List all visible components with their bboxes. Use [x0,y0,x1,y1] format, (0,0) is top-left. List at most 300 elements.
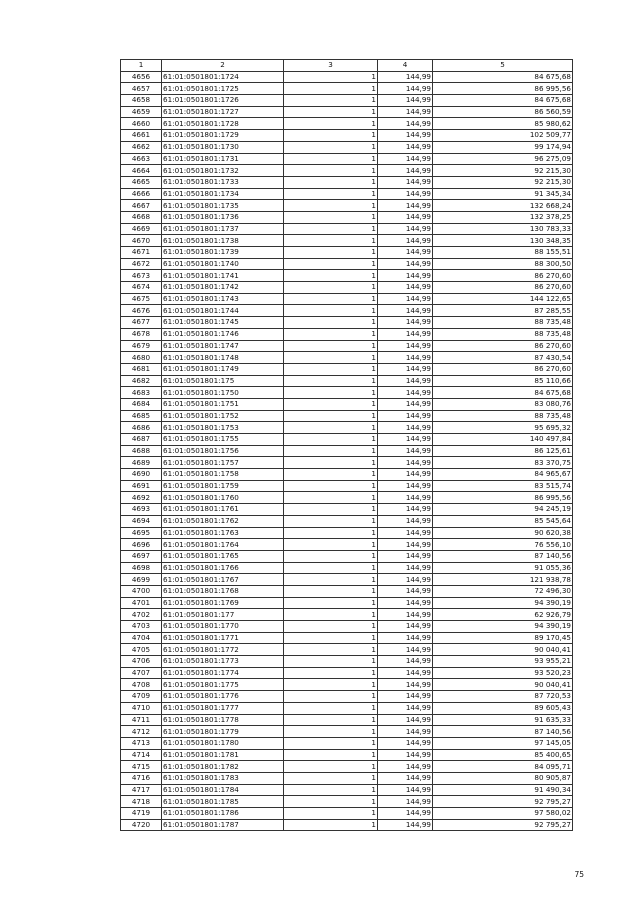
cell-col-2: 61:01:0501801:1772 [162,644,284,656]
cell-col-5: 93 520,23 [433,667,573,679]
cell-col-4: 144,99 [378,469,433,481]
cell-col-1: 4673 [121,270,162,282]
cell-col-3: 1 [284,644,378,656]
cell-col-4: 144,99 [378,656,433,668]
table-row [121,714,573,726]
cell-col-1: 4696 [121,539,162,551]
cell-col-5: 88 735,48 [433,410,573,422]
table-row [121,188,573,200]
cell-col-1: 4705 [121,644,162,656]
cell-col-2: 61:01:0501801:1752 [162,410,284,422]
cell-col-5: 62 926,79 [433,609,573,621]
cell-col-1: 4684 [121,398,162,410]
cell-col-1: 4685 [121,410,162,422]
cell-col-4: 144,99 [378,141,433,153]
cell-col-1: 4657 [121,83,162,95]
cell-col-4: 144,99 [378,808,433,820]
cell-col-1: 4720 [121,819,162,831]
cell-col-1: 4667 [121,200,162,212]
cell-col-3: 1 [284,153,378,165]
cell-col-3: 1 [284,328,378,340]
cell-col-1: 4701 [121,597,162,609]
cell-col-3: 1 [284,819,378,831]
cell-col-4: 144,99 [378,761,433,773]
cell-col-4: 144,99 [378,106,433,118]
cell-col-4: 144,99 [378,691,433,703]
table-row [121,305,573,317]
cell-col-1: 4693 [121,504,162,516]
cell-col-2: 61:01:0501801:1774 [162,667,284,679]
cell-col-3: 1 [284,539,378,551]
cell-col-1: 4666 [121,188,162,200]
cell-col-5: 87 140,56 [433,726,573,738]
cell-col-3: 1 [284,632,378,644]
cell-col-2: 61:01:0501801:1781 [162,749,284,761]
cell-col-3: 1 [284,340,378,352]
cell-col-5: 89 605,43 [433,702,573,714]
cell-col-5: 84 675,68 [433,95,573,107]
table-row [121,211,573,223]
table-row [121,457,573,469]
cell-col-1: 4690 [121,469,162,481]
cell-col-5: 84 675,68 [433,71,573,83]
cell-col-2: 61:01:0501801:1729 [162,130,284,142]
table-row [121,352,573,364]
cell-col-4: 144,99 [378,574,433,586]
cell-col-1: 4662 [121,141,162,153]
cell-col-5: 87 140,56 [433,550,573,562]
table-row [121,328,573,340]
table-row [121,621,573,633]
cell-col-2: 61:01:0501801:1749 [162,363,284,375]
cell-col-4: 144,99 [378,772,433,784]
cell-col-1: 4686 [121,422,162,434]
cell-col-3: 1 [284,737,378,749]
cell-col-2: 61:01:0501801:1765 [162,550,284,562]
cell-col-1: 4711 [121,714,162,726]
cell-col-4: 144,99 [378,539,433,551]
table-row [121,749,573,761]
cell-col-3: 1 [284,118,378,130]
table-row [121,422,573,434]
cell-col-2: 61:01:0501801:1746 [162,328,284,340]
cell-col-4: 144,99 [378,165,433,177]
cell-col-3: 1 [284,574,378,586]
cell-col-5: 90 040,41 [433,679,573,691]
cell-col-5: 144 122,65 [433,293,573,305]
table-row [121,141,573,153]
cell-col-5: 132 378,25 [433,211,573,223]
cell-col-4: 144,99 [378,621,433,633]
cell-col-2: 61:01:0501801:1740 [162,258,284,270]
cell-col-2: 61:01:0501801:1780 [162,737,284,749]
cell-col-2: 61:01:0501801:1756 [162,445,284,457]
cell-col-3: 1 [284,469,378,481]
cell-col-5: 90 620,38 [433,527,573,539]
cell-col-4: 144,99 [378,398,433,410]
cell-col-3: 1 [284,363,378,375]
cell-col-5: 102 509,77 [433,130,573,142]
cell-col-1: 4661 [121,130,162,142]
cell-col-4: 144,99 [378,293,433,305]
header-col-4: 4 [378,60,433,72]
cell-col-4: 144,99 [378,457,433,469]
cell-col-5: 84 965,67 [433,469,573,481]
cell-col-1: 4679 [121,340,162,352]
cell-col-5: 91 345,34 [433,188,573,200]
cell-col-5: 86 125,61 [433,445,573,457]
cell-col-3: 1 [284,726,378,738]
cell-col-2: 61:01:0501801:1782 [162,761,284,773]
table-row [121,702,573,714]
cell-col-3: 1 [284,305,378,317]
cell-col-5: 87 285,55 [433,305,573,317]
table-row [121,515,573,527]
cell-col-5: 132 668,24 [433,200,573,212]
cell-col-4: 144,99 [378,247,433,259]
cell-col-5: 91 055,36 [433,562,573,574]
cell-col-5: 140 497,84 [433,434,573,446]
cell-col-4: 144,99 [378,188,433,200]
cell-col-1: 4674 [121,282,162,294]
cell-col-1: 4689 [121,457,162,469]
cell-col-3: 1 [284,165,378,177]
cell-col-4: 144,99 [378,375,433,387]
cell-col-4: 144,99 [378,340,433,352]
cell-col-1: 4706 [121,656,162,668]
cell-col-2: 61:01:0501801:1742 [162,282,284,294]
cell-col-2: 61:01:0501801:1750 [162,387,284,399]
cell-col-4: 144,99 [378,422,433,434]
cell-col-5: 87 430,54 [433,352,573,364]
table-row [121,83,573,95]
cell-col-1: 4668 [121,211,162,223]
cell-col-3: 1 [284,235,378,247]
cell-col-1: 4719 [121,808,162,820]
cell-col-3: 1 [284,667,378,679]
table-row [121,235,573,247]
cell-col-2: 61:01:0501801:1726 [162,95,284,107]
cell-col-2: 61:01:0501801:1769 [162,597,284,609]
cell-col-3: 1 [284,492,378,504]
cell-col-1: 4713 [121,737,162,749]
cell-col-1: 4700 [121,585,162,597]
cell-col-1: 4658 [121,95,162,107]
cell-col-2: 61:01:0501801:1761 [162,504,284,516]
cell-col-4: 144,99 [378,737,433,749]
table-row [121,95,573,107]
cell-col-4: 144,99 [378,71,433,83]
cell-col-3: 1 [284,352,378,364]
cell-col-1: 4707 [121,667,162,679]
cell-col-5: 76 556,10 [433,539,573,551]
cell-col-1: 4695 [121,527,162,539]
cell-col-3: 1 [284,702,378,714]
cell-col-4: 144,99 [378,597,433,609]
cell-col-5: 91 490,34 [433,784,573,796]
cell-col-2: 61:01:0501801:1763 [162,527,284,539]
cell-col-4: 144,99 [378,387,433,399]
cell-col-5: 99 174,94 [433,141,573,153]
cell-col-3: 1 [284,585,378,597]
cell-col-2: 61:01:0501801:1734 [162,188,284,200]
table-row [121,726,573,738]
cell-col-1: 4672 [121,258,162,270]
cell-col-2: 61:01:0501801:1783 [162,772,284,784]
cell-col-2: 61:01:0501801:1747 [162,340,284,352]
cell-col-1: 4709 [121,691,162,703]
cell-col-2: 61:01:0501801:1727 [162,106,284,118]
cell-col-4: 144,99 [378,749,433,761]
cell-col-2: 61:01:0501801:1758 [162,469,284,481]
cell-col-1: 4669 [121,223,162,235]
cell-col-1: 4715 [121,761,162,773]
cell-col-2: 61:01:0501801:1776 [162,691,284,703]
cell-col-5: 94 390,19 [433,621,573,633]
table-row [121,317,573,329]
table-row [121,223,573,235]
cell-col-2: 61:01:0501801:1760 [162,492,284,504]
cell-col-4: 144,99 [378,667,433,679]
table-row [121,258,573,270]
cell-col-1: 4663 [121,153,162,165]
cell-col-3: 1 [284,247,378,259]
table-row [121,340,573,352]
cell-col-4: 144,99 [378,796,433,808]
cell-col-2: 61:01:0501801:1738 [162,235,284,247]
cell-col-3: 1 [284,515,378,527]
cell-col-5: 94 390,19 [433,597,573,609]
table-row [121,398,573,410]
cell-col-1: 4681 [121,363,162,375]
table-row [121,562,573,574]
cell-col-2: 61:01:0501801:177 [162,609,284,621]
cell-col-4: 144,99 [378,83,433,95]
cell-col-1: 4683 [121,387,162,399]
cell-col-2: 61:01:0501801:175 [162,375,284,387]
cell-col-4: 144,99 [378,644,433,656]
cell-col-5: 83 370,75 [433,457,573,469]
cell-col-3: 1 [284,527,378,539]
cell-col-1: 4665 [121,176,162,188]
cell-col-1: 4708 [121,679,162,691]
cell-col-3: 1 [284,550,378,562]
cell-col-4: 144,99 [378,223,433,235]
table-body [121,71,573,831]
cell-col-4: 144,99 [378,211,433,223]
table-row [121,539,573,551]
table-row [121,153,573,165]
table-row [121,165,573,177]
cell-col-4: 144,99 [378,95,433,107]
cell-col-3: 1 [284,176,378,188]
cell-col-3: 1 [284,410,378,422]
table-row [121,480,573,492]
table-row [121,375,573,387]
cell-col-5: 96 275,09 [433,153,573,165]
table-row [121,270,573,282]
cell-col-2: 61:01:0501801:1762 [162,515,284,527]
cell-col-1: 4687 [121,434,162,446]
cell-col-1: 4702 [121,609,162,621]
cell-col-4: 144,99 [378,352,433,364]
cell-col-1: 4664 [121,165,162,177]
table-row [121,550,573,562]
cell-col-5: 88 155,51 [433,247,573,259]
cell-col-5: 86 270,60 [433,363,573,375]
cell-col-1: 4670 [121,235,162,247]
cell-col-3: 1 [284,562,378,574]
cell-col-3: 1 [284,434,378,446]
cell-col-2: 61:01:0501801:1764 [162,539,284,551]
cell-col-2: 61:01:0501801:1779 [162,726,284,738]
cell-col-4: 144,99 [378,515,433,527]
cell-col-3: 1 [284,95,378,107]
cell-col-2: 61:01:0501801:1730 [162,141,284,153]
cell-col-4: 144,99 [378,130,433,142]
page-number: 75 [574,870,584,879]
header-col-2: 2 [162,60,284,72]
cell-col-4: 144,99 [378,632,433,644]
cell-col-5: 83 515,74 [433,480,573,492]
table-row [121,492,573,504]
cell-col-5: 93 955,21 [433,656,573,668]
cell-col-4: 144,99 [378,562,433,574]
cell-col-2: 61:01:0501801:1773 [162,656,284,668]
cell-col-2: 61:01:0501801:1743 [162,293,284,305]
table-row [121,200,573,212]
header-col-5: 5 [433,60,573,72]
cell-col-1: 4656 [121,71,162,83]
cell-col-2: 61:01:0501801:1724 [162,71,284,83]
cell-col-3: 1 [284,609,378,621]
cell-col-4: 144,99 [378,784,433,796]
cell-col-5: 97 145,05 [433,737,573,749]
cell-col-2: 61:01:0501801:1777 [162,702,284,714]
cell-col-3: 1 [284,106,378,118]
table-row [121,644,573,656]
cell-col-5: 84 675,68 [433,387,573,399]
cell-col-5: 86 270,60 [433,282,573,294]
cell-col-1: 4659 [121,106,162,118]
cell-col-5: 72 496,30 [433,585,573,597]
table-row [121,247,573,259]
cell-col-4: 144,99 [378,317,433,329]
cell-col-3: 1 [284,188,378,200]
cell-col-4: 144,99 [378,434,433,446]
cell-col-3: 1 [284,772,378,784]
cell-col-3: 1 [284,691,378,703]
cell-col-3: 1 [284,457,378,469]
cell-col-1: 4678 [121,328,162,340]
table-row [121,784,573,796]
cell-col-3: 1 [284,398,378,410]
table-row [121,796,573,808]
cell-col-5: 89 170,45 [433,632,573,644]
cell-col-3: 1 [284,656,378,668]
cell-col-3: 1 [284,258,378,270]
cell-col-2: 61:01:0501801:1787 [162,819,284,831]
cell-col-1: 4694 [121,515,162,527]
cell-col-3: 1 [284,282,378,294]
register-table [120,59,573,831]
table-row [121,761,573,773]
cell-col-2: 61:01:0501801:1731 [162,153,284,165]
table-row [121,656,573,668]
cell-col-3: 1 [284,387,378,399]
cell-col-4: 144,99 [378,445,433,457]
cell-col-3: 1 [284,223,378,235]
table-row [121,679,573,691]
cell-col-1: 4699 [121,574,162,586]
cell-col-3: 1 [284,130,378,142]
cell-col-1: 4675 [121,293,162,305]
cell-col-1: 4716 [121,772,162,784]
cell-col-1: 4712 [121,726,162,738]
cell-col-3: 1 [284,621,378,633]
cell-col-2: 61:01:0501801:1755 [162,434,284,446]
cell-col-5: 86 270,60 [433,270,573,282]
cell-col-2: 61:01:0501801:1736 [162,211,284,223]
cell-col-4: 144,99 [378,679,433,691]
cell-col-4: 144,99 [378,200,433,212]
header-col-3: 3 [284,60,378,72]
cell-col-5: 92 215,30 [433,165,573,177]
cell-col-2: 61:01:0501801:1733 [162,176,284,188]
cell-col-5: 86 270,60 [433,340,573,352]
cell-col-2: 61:01:0501801:1784 [162,784,284,796]
cell-col-5: 86 560,59 [433,106,573,118]
table-row [121,808,573,820]
header-col-1: 1 [121,60,162,72]
cell-col-3: 1 [284,211,378,223]
cell-col-1: 4692 [121,492,162,504]
cell-col-2: 61:01:0501801:1766 [162,562,284,574]
cell-col-5: 121 938,78 [433,574,573,586]
cell-col-5: 88 735,48 [433,328,573,340]
cell-col-1: 4703 [121,621,162,633]
cell-col-5: 90 040,41 [433,644,573,656]
cell-col-5: 85 980,62 [433,118,573,130]
cell-col-5: 130 783,33 [433,223,573,235]
cell-col-4: 144,99 [378,410,433,422]
cell-col-4: 144,99 [378,305,433,317]
cell-col-5: 86 995,56 [433,83,573,95]
cell-col-4: 144,99 [378,270,433,282]
cell-col-1: 4671 [121,247,162,259]
cell-col-3: 1 [284,714,378,726]
cell-col-2: 61:01:0501801:1785 [162,796,284,808]
table-row [121,504,573,516]
table-row [121,585,573,597]
cell-col-4: 144,99 [378,504,433,516]
cell-col-4: 144,99 [378,328,433,340]
cell-col-5: 83 080,76 [433,398,573,410]
cell-col-3: 1 [284,317,378,329]
table-row [121,574,573,586]
table-row [121,469,573,481]
cell-col-1: 4682 [121,375,162,387]
table-row [121,667,573,679]
cell-col-4: 144,99 [378,363,433,375]
cell-col-5: 97 580,02 [433,808,573,820]
cell-col-2: 61:01:0501801:1744 [162,305,284,317]
cell-col-1: 4710 [121,702,162,714]
cell-col-1: 4698 [121,562,162,574]
cell-col-4: 144,99 [378,480,433,492]
table-row [121,597,573,609]
cell-col-1: 4704 [121,632,162,644]
